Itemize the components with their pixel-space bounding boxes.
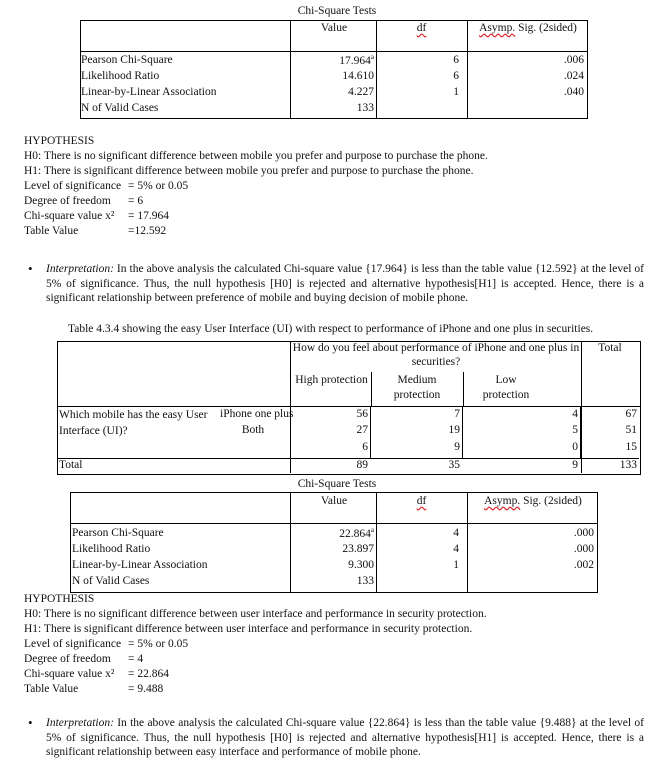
table-value: = 9.488	[128, 683, 164, 695]
stat-value: 14.610	[342, 70, 374, 82]
alt-hypothesis: H1: There is significant difference between user interface and performance in security protection.	[24, 623, 473, 635]
stat-df: 1	[453, 559, 459, 571]
level-label: Level of significance	[24, 638, 122, 650]
header-sig: Asymp. Sig. (2sided)	[479, 22, 577, 34]
crosstab-row-total: 15	[625, 441, 637, 453]
stat-df: 1	[453, 86, 459, 98]
col-high-protection: High protection	[295, 374, 368, 386]
crosstab-cell: 27	[356, 424, 368, 436]
crosstab-grand-total: 133	[619, 459, 637, 471]
stat-sig: .040	[563, 86, 584, 98]
crosstab-total-cell: 9	[572, 459, 578, 471]
stat-label: Likelihood Ratio	[81, 70, 160, 82]
crosstab-cell: 56	[356, 408, 368, 420]
stat-label: Linear-by-Linear Association	[72, 559, 208, 571]
stat-sig: .024	[563, 70, 584, 82]
bullet-icon: •	[28, 715, 33, 730]
stat-label: Likelihood Ratio	[72, 543, 151, 555]
table-title: Chi-Square Tests	[297, 5, 377, 17]
null-hypothesis: H0: There is no significant difference between mobile you prefer and purpose to purchase the phone.	[24, 150, 488, 162]
stat-label: Pearson Chi-Square	[81, 54, 173, 66]
hypothesis-block-2	[24, 592, 644, 697]
hypothesis-heading: HYPOTHESIS	[24, 593, 95, 605]
stat-value: 133	[356, 102, 374, 114]
crosstab-total-header: Total	[598, 342, 622, 354]
stat-value: 9.300	[348, 559, 374, 571]
level-label: Level of significance	[24, 180, 122, 192]
table-value: =12.592	[128, 225, 167, 237]
interpretation-text: In the above analysis the calculated Chi-square value {17.964} is less than the table value {12.592} at the level of 5% of significance. Thus, the null hypothesis [H0] is rejected and alternative hypothesis[H1] is accepted. Hence, there is a significant relationship between preference of mobile and buying decision of mobile phone.	[46, 263, 644, 304]
crosstab-row-label: Both	[241, 424, 265, 436]
col-medium-protection: Medium protection	[393, 374, 441, 401]
crosstab-total-row-label: Total	[59, 459, 83, 471]
alt-hypothesis: H1: There is significant difference between mobile you prefer and purpose to purchase the phone.	[24, 165, 474, 177]
stat-value: 133	[356, 575, 374, 587]
crosstab-cell: 6	[362, 441, 368, 453]
hypothesis-heading: HYPOTHESIS	[24, 135, 95, 147]
crosstab-cell: 9	[454, 441, 460, 453]
stat-value: 4.227	[348, 86, 374, 98]
df-value: = 6	[128, 195, 144, 207]
stat-df: 6	[453, 54, 459, 66]
table-caption: Table 4.3.4 showing the easy User Interface (UI) with respect to performance of iPhone and one plus in securities.	[68, 323, 594, 335]
table-title: Chi-Square Tests	[297, 478, 377, 490]
header-df: df	[416, 495, 427, 507]
crosstab-row-total: 51	[625, 424, 637, 436]
level-value: = 5% or 0.05	[128, 180, 189, 192]
stat-df: 4	[453, 527, 459, 539]
null-hypothesis: H0: There is no significant difference between user interface and performance in security protection.	[24, 608, 487, 620]
chi-value: = 17.964	[128, 210, 169, 222]
crosstab-row-group: Which mobile has the easy User Interface (UI)?	[59, 409, 208, 437]
stat-value: 17.964$^a$	[339, 53, 374, 67]
interpretation-label: Interpretation:	[46, 263, 114, 275]
stat-sig: .002	[573, 559, 594, 571]
header-value: Value	[320, 495, 348, 507]
crosstab-cell: 19	[448, 424, 460, 436]
crosstab-row-label: iPhone one plus	[220, 408, 294, 420]
stat-label: Pearson Chi-Square	[72, 527, 164, 539]
stat-label: N of Valid Cases	[81, 102, 159, 114]
stat-df: 4	[453, 543, 459, 555]
stat-sig: .000	[573, 527, 594, 539]
chi-value: = 22.864	[128, 668, 169, 680]
table-value-label: Table Value	[24, 683, 79, 695]
crosstab-question: How do you feel about performance of iPhone and one plus in securities?	[292, 342, 580, 368]
col-low-protection: Low protection	[482, 374, 530, 401]
crosstab-total-cell: 35	[448, 459, 460, 471]
stat-label: Linear-by-Linear Association	[81, 86, 217, 98]
df-label: Degree of freedom	[24, 195, 111, 207]
chi-label: Chi-square value x²	[24, 668, 115, 680]
crosstab-cell: 0	[572, 441, 578, 453]
interpretation-2	[28, 715, 644, 760]
chi-label: Chi-square value x²	[24, 210, 115, 222]
stat-df: 6	[453, 70, 459, 82]
header-value: Value	[320, 22, 348, 34]
header-df: df	[416, 22, 427, 34]
stat-value: 23.897	[342, 543, 374, 555]
stat-sig: .006	[563, 54, 584, 66]
stat-value: 22.864$^a$	[339, 526, 374, 540]
stat-label: N of Valid Cases	[72, 575, 150, 587]
crosstab-cell: 4	[572, 408, 578, 420]
stat-sig: .000	[573, 543, 594, 555]
crosstab-cell: 7	[454, 408, 460, 420]
df-value: = 4	[128, 653, 144, 665]
crosstab-total-cell: 89	[356, 459, 368, 471]
interpretation-label: Interpretation:	[46, 717, 114, 729]
header-sig: Asymp. Sig. (2sided)	[484, 495, 582, 507]
interpretation-text: In the above analysis the calculated Chi-square value {22.864} is less than the table value {9.488} at the level of 5% of significance. Thus, the null hypothesis [H0] is rejected and alternative hypothesis[H1] is accepted. Hence, there is a significant relationship between easy interface and performance of mobile phone.	[46, 717, 644, 758]
crosstab-row-total: 67	[625, 408, 637, 420]
crosstab-cell: 5	[572, 424, 578, 436]
level-value: = 5% or 0.05	[128, 638, 189, 650]
bullet-icon: •	[28, 261, 33, 276]
table-value-label: Table Value	[24, 225, 79, 237]
df-label: Degree of freedom	[24, 653, 111, 665]
